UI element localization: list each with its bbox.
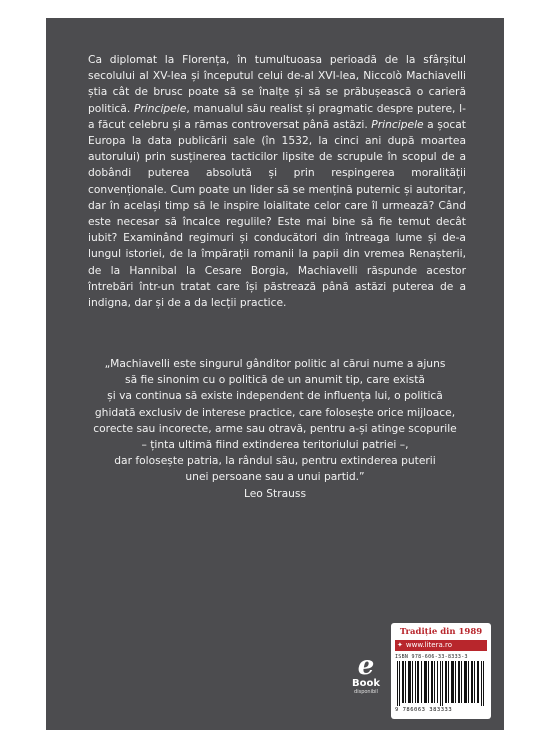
website-strip — [395, 640, 487, 651]
quote-line: ghidată exclusiv de interese practice, care folosește orice mijloace, — [94, 405, 456, 419]
blurb-text — [88, 52, 466, 311]
quote-line: corecte sau incorecte, arme sau otravă, pentru a-și atinge scopurile — [93, 421, 457, 435]
quote-author: Leo Strauss — [243, 486, 307, 500]
ebook-available: disponibil — [354, 689, 378, 695]
globe-icon: ✦ — [397, 641, 403, 649]
quote-line: „Machiavelli este singurul gânditor politic al cărui nume a ajuns — [104, 357, 446, 370]
quote-block — [66, 356, 484, 502]
tradition-text: Tradiție din 1989 — [399, 627, 483, 637]
quote-line: să fie sinonim cu o politică de un anumit tip, care există — [125, 373, 425, 387]
quote-line: dar folosește patria, la rândul său, pentru extinderea puterii — [114, 454, 436, 468]
website-text: www.litera.ro — [405, 641, 452, 649]
book-title-italic: Principele — [371, 117, 424, 131]
isbn-text: ISBN 978-606-33-8333-3 — [395, 654, 468, 660]
back-cover — [46, 18, 504, 730]
quote-line: și va continua să existe independent de influența lui, o politică — [107, 389, 443, 403]
quote-line: – ținta ultimă fiind extinderea teritoriului patriei –, — [141, 438, 409, 452]
ebook-e-icon: e — [357, 651, 375, 681]
barcode — [397, 661, 485, 706]
blurb-part-3: a șocat Europa la data publicării sale (în 1532, la cinci ani după moartea autorului) prin susținerea tacticilor lipsite de scrupule în scopul de a dobândi puterea absolută și prin respingerea moralității convenționale. Cum poate un lider să se mențină puternic și autoritar, dar în același timp să le inspire loialitate celor care îl urmează? Când este necesar să încalce regulile? Este mai bine să fie temut decât iubit? Examinând regimuri și conducători din întreaga lume și de-a lungul istoriei, de la împărații romanii la papii din vremea Renașterii, de la Hannibal la Cesare Borgia, Machiavelli răspunde acestor întrebări într-un tratat care își păstrează până astăzi puterea de a indigna, dar și de a da lecții practice. — [88, 117, 466, 310]
barcode-number: 9 786063 383333 — [395, 707, 453, 713]
ebook-logo — [346, 651, 386, 695]
blurb-part-1: Ca diplomat la Florența, în tumultuoasa perioadă de la sfârșitul secolului al XV-lea și începutul celui de-al XVI-lea, Niccolò Machiavelli știa cât de brusc poate să se înalțe și să se prăbușească o carieră politică. — [88, 53, 466, 115]
quote-line: unei persoane sau a unui partid.” — [185, 470, 365, 484]
book-title-italic: Principele — [133, 101, 187, 115]
publisher-label — [391, 623, 491, 719]
blurb-part-2: , manualul său realist și pragmatic despre putere, l-a făcut celebru și a rămas controversat până astăzi. — [88, 101, 466, 131]
ebook-word: Book — [351, 678, 380, 689]
